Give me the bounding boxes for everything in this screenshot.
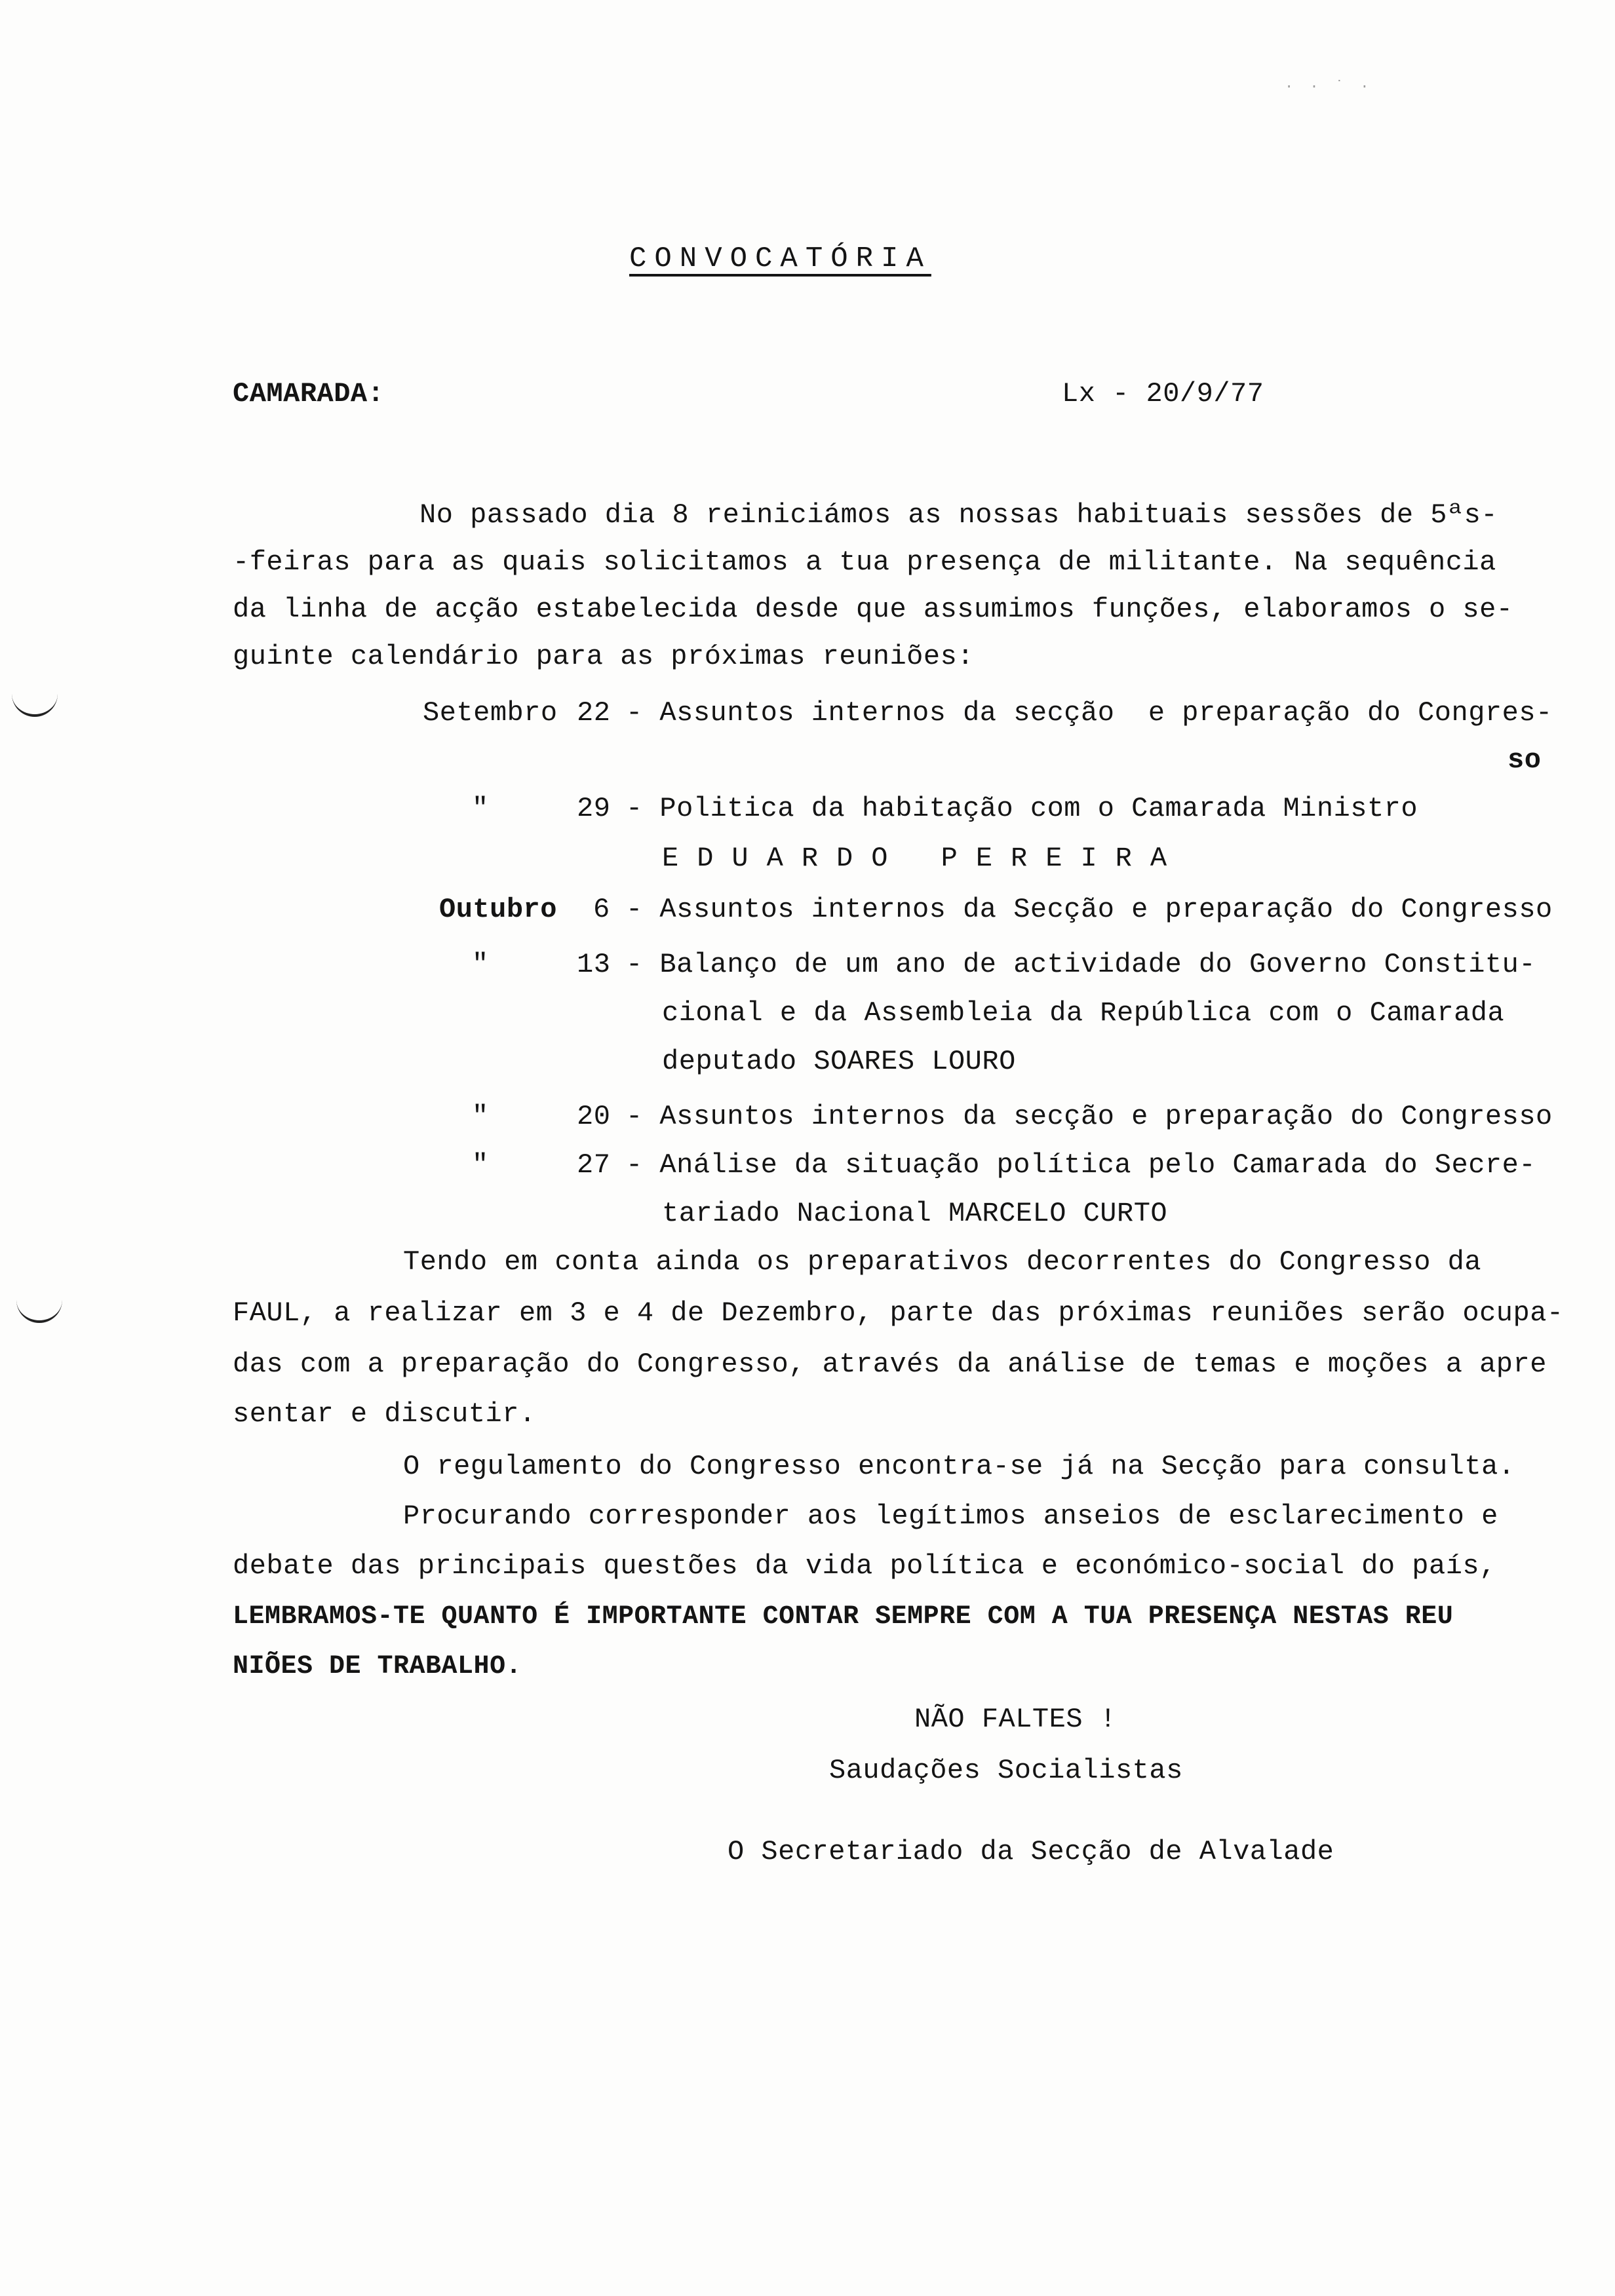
- paragraph2-line: Tendo em conta ainda os preparativos decorrentes do Congresso da: [403, 1246, 1482, 1278]
- paragraph4-line: Procurando corresponder aos legítimos anseios de esclarecimento e: [403, 1501, 1498, 1532]
- document-title: CONVOCATÓRIA: [629, 242, 931, 275]
- binder-hole-mark: [16, 1294, 62, 1323]
- paragraph2-line: sentar e discutir.: [233, 1398, 536, 1430]
- paragraph2-line: das com a preparação do Congresso, através da análise de temas e moções a apre: [233, 1349, 1547, 1380]
- calendar-ditto: ": [472, 793, 489, 824]
- calendar-day: 27: [577, 1149, 611, 1181]
- paragraph3: O regulamento do Congresso encontra-se já na Secção para consulta.: [403, 1451, 1515, 1482]
- paragraph1-line: No passado dia 8 reiniciámos as nossas habituais sessões de 5ªs-: [419, 499, 1498, 531]
- closing-signature: O Secretariado da Secção de Alvalade: [728, 1836, 1334, 1867]
- calendar-day: 29: [577, 793, 611, 824]
- calendar-day: 22: [577, 697, 611, 729]
- calendar-entry-text: - Assuntos internos da secção e preparação do Congres-: [626, 697, 1553, 729]
- paragraph4-line: debate das principais questões da vida política e económico-social do país,: [233, 1550, 1496, 1582]
- calendar-day: 13: [577, 949, 611, 980]
- calendar-entry-continuation: so: [1508, 744, 1542, 776]
- calendar-entry-continuation: cional e da Assembleia da República com o Camarada: [662, 997, 1505, 1029]
- calendar-ditto: ": [472, 1101, 489, 1132]
- calendar-day: 20: [577, 1101, 611, 1132]
- calendar-entry-text: - Politica da habitação com o Camarada Ministro: [626, 793, 1418, 824]
- paragraph1-line: guinte calendário para as próximas reuniões:: [233, 641, 974, 672]
- paragraph4-line: LEMBRAMOS-TE QUANTO É IMPORTANTE CONTAR SEMPRE COM A TUA PRESENÇA NESTAS REU: [233, 1602, 1454, 1632]
- calendar-entry-text: - Análise da situação política pelo Camarada do Secre-: [626, 1149, 1536, 1181]
- calendar-ditto: ": [472, 949, 489, 980]
- closing-exhortation: NÃO FALTES !: [914, 1704, 1117, 1735]
- calendar-ditto: ": [472, 1149, 489, 1181]
- calendar-month-outubro: Outubro: [439, 894, 557, 925]
- calendar-entry-continuation: deputado SOARES LOURO: [662, 1046, 1016, 1077]
- paragraph1-line: da linha de acção estabelecida desde que assumimos funções, elaboramos o se-: [233, 594, 1513, 625]
- binder-hole-mark: [12, 688, 58, 717]
- closing-greeting: Saudações Socialistas: [829, 1755, 1183, 1786]
- calendar-entry-text: - Assuntos internos da secção e preparação do Congresso: [626, 1101, 1553, 1132]
- paragraph2-line: FAUL, a realizar em 3 e 4 de Dezembro, parte das próximas reuniões serão ocupa-: [233, 1297, 1564, 1329]
- calendar-entry-continuation: tariado Nacional MARCELO CURTO: [662, 1198, 1168, 1229]
- salutation: CAMARADA:: [233, 378, 385, 410]
- calendar-entry-text: - Assuntos internos da Secção e preparação do Congresso: [626, 894, 1553, 925]
- calendar-entry-continuation: EDUARDO PEREIRA: [662, 843, 1186, 874]
- scan-specks: · · ˙ ·: [1285, 79, 1373, 95]
- paragraph1-line: -feiras para as quais solicitamos a tua presença de militante. Na sequência: [233, 546, 1496, 578]
- document-date: Lx - 20/9/77: [1062, 378, 1264, 410]
- calendar-month-setembro: Setembro: [423, 697, 558, 729]
- calendar-entry-text: - Balanço de um ano de actividade do Governo Constitu-: [626, 949, 1536, 980]
- paragraph4-line: NIÕES DE TRABALHO.: [233, 1652, 522, 1681]
- calendar-day: 6: [593, 894, 610, 925]
